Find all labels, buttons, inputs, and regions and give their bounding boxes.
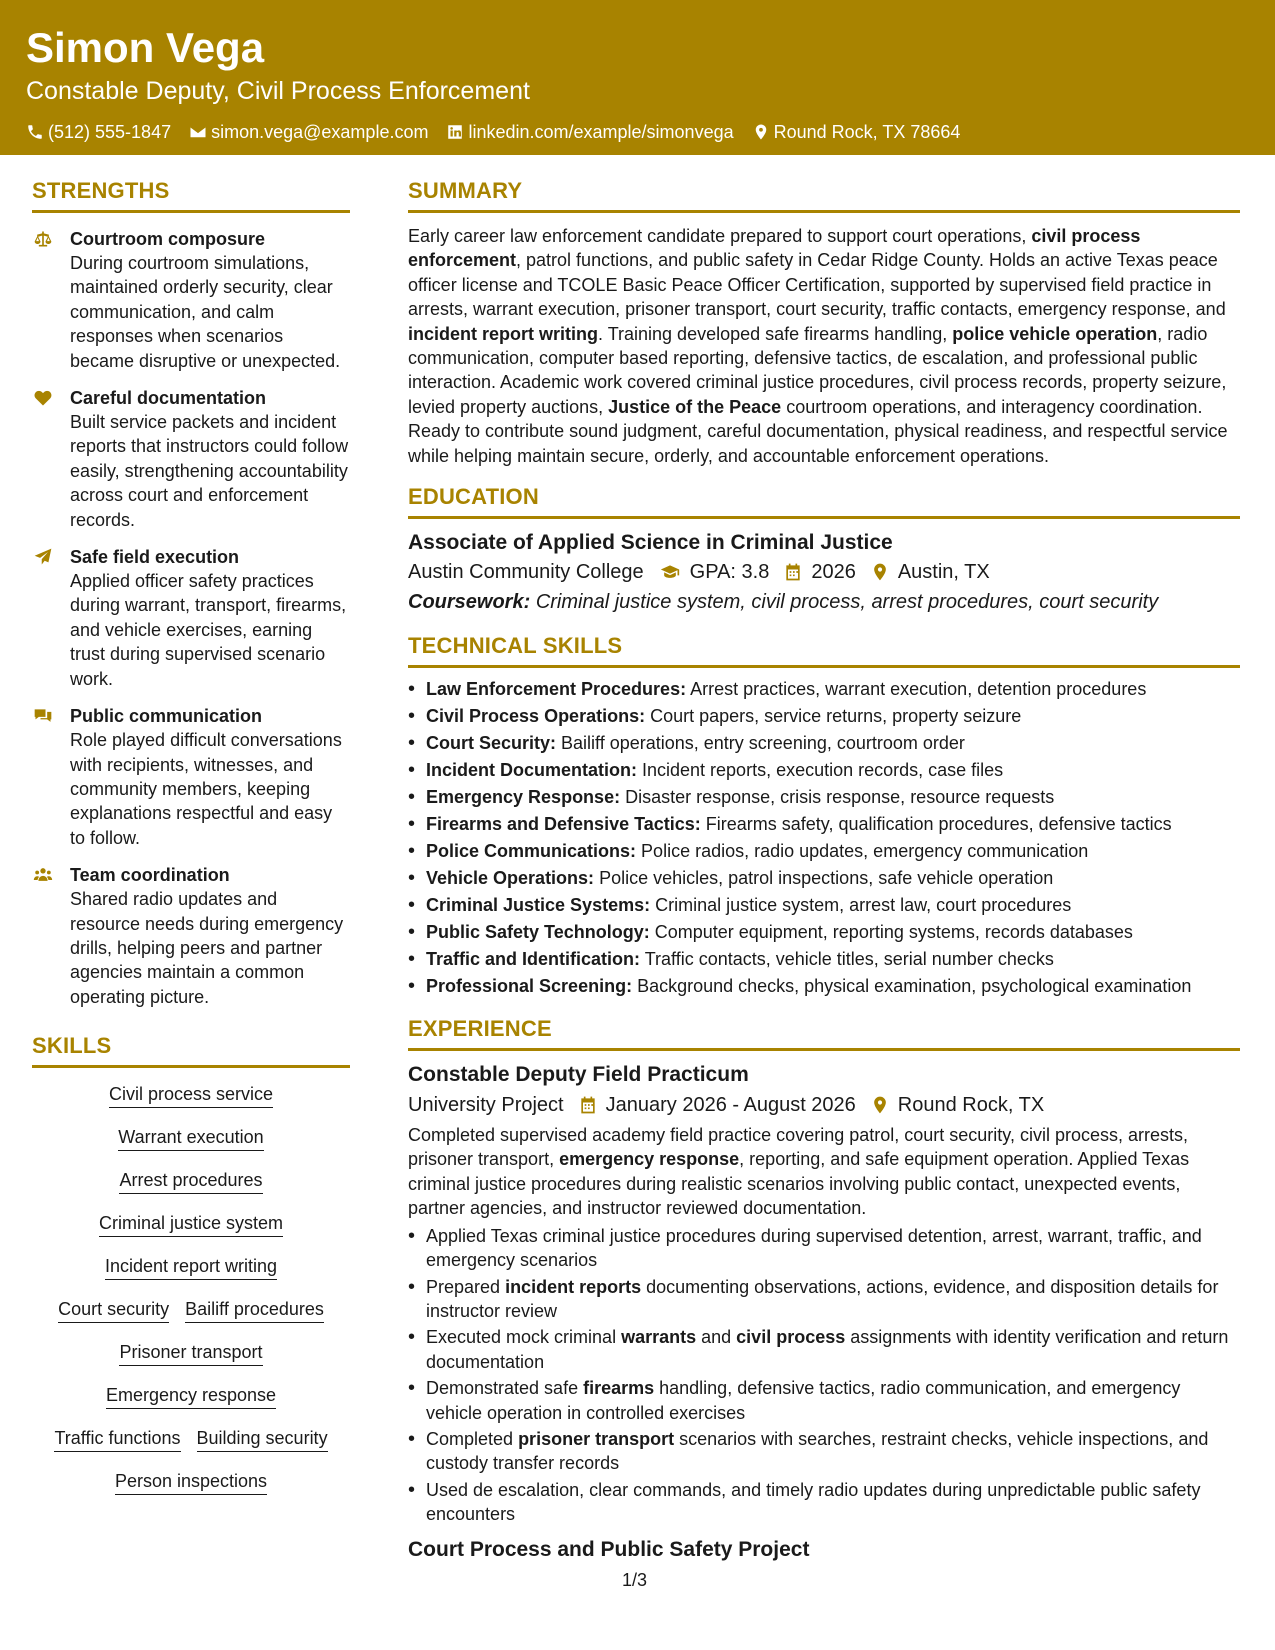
- envelope-icon: [189, 123, 207, 141]
- contact-linkedin[interactable]: [446, 120, 733, 144]
- technical-skill-item: [408, 676, 1240, 703]
- strength-title: Public communication: [70, 706, 263, 727]
- technical-skill-item: [408, 757, 1240, 784]
- text-run: Completed supervised academy field practice covering patrol, court security, civil process, arrests, prisoner transport,: [408, 1125, 1188, 1170]
- section-divider: [408, 210, 1240, 213]
- next-job-title: Court Process and Public Safety Project: [408, 1537, 810, 1561]
- skill-tag: Arrest procedures: [119, 1168, 262, 1194]
- technical-skill-item: [408, 973, 1240, 1000]
- technical-skill-value: Arrest practices, warrant execution, detention procedures: [686, 679, 1147, 700]
- strength-description: Built service packets and incident reports that instructors could follow easily, strengthening accountability across court and enforcement records.: [70, 412, 349, 530]
- page-number: 1/3: [622, 1570, 648, 1590]
- strength-icon-wrap: [32, 386, 70, 532]
- job-meta: [408, 1090, 1240, 1120]
- skill-tag: Incident report writing: [105, 1254, 277, 1280]
- skill-tag: Person inspections: [115, 1469, 267, 1495]
- text-run: handling, defensive tactics, radio communication, and emergency vehicle operation in controlled exercises: [426, 1378, 1181, 1423]
- map-marker-icon: [870, 562, 890, 582]
- strength-body: [70, 227, 350, 373]
- technical-skill-value: Firearms safety, qualification procedures, defensive tactics: [700, 814, 1172, 835]
- education-location: Austin, TX: [897, 561, 990, 584]
- right-column: [408, 176, 1240, 1565]
- experience-bullet: [408, 1478, 1240, 1527]
- experience-bullet: [408, 1275, 1240, 1324]
- technical-skill-label: Traffic and Identification:: [426, 949, 641, 970]
- location-text: Round Rock, TX 78664: [773, 122, 961, 142]
- section-divider: [408, 516, 1240, 519]
- heart-icon: [32, 388, 54, 408]
- text-run: and: [696, 1327, 737, 1348]
- job-title: Constable Deputy Field Practicum: [408, 1063, 749, 1087]
- paper-plane-icon: [32, 547, 54, 567]
- technical-skill-label: Public Safety Technology:: [426, 922, 650, 943]
- strength-title: Courtroom composure: [70, 229, 266, 249]
- gpa-text: GPA: 3.8: [689, 561, 770, 584]
- map-marker-icon: [752, 123, 770, 141]
- strength-item: [32, 386, 350, 532]
- strength-title: Careful documentation: [70, 388, 267, 409]
- linkedin-icon: [446, 123, 464, 141]
- strength-icon-wrap: [32, 863, 70, 1009]
- technical-skill-label: Civil Process Operations:: [426, 706, 646, 727]
- experience-bullet: [408, 1325, 1240, 1374]
- phone-icon: [26, 123, 44, 141]
- skill-tag: Civil process service: [109, 1082, 273, 1108]
- bold-text: civil process: [736, 1327, 846, 1348]
- skill-row: [115, 1469, 267, 1495]
- technical-skill-label: Vehicle Operations:: [426, 868, 595, 889]
- skill-row: [54, 1426, 327, 1452]
- technical-skill-value: Disaster response, crisis response, resource requests: [620, 787, 1055, 808]
- skill-tag: Traffic functions: [54, 1426, 180, 1452]
- strength-item: [32, 863, 350, 1009]
- technical-skill-item: [408, 838, 1240, 865]
- bold-text: warrants: [621, 1327, 697, 1348]
- skills-heading: SKILLS: [32, 1033, 112, 1059]
- graduation-year: 2026: [811, 561, 856, 584]
- technical-skill-label: Criminal Justice Systems:: [426, 895, 651, 916]
- strength-item: [32, 545, 350, 691]
- skill-tag: Warrant execution: [118, 1125, 263, 1151]
- text-run: courtroom operations, and interagency coordination. Ready to contribute sound judgment, careful documentation, physical readiness, and respectful service while helping maintain secure, orderly, and accountable enforcement operations.: [408, 396, 1228, 466]
- contact-bar: [26, 120, 1275, 144]
- candidate-title: Constable Deputy, Civil Process Enforcement: [26, 77, 530, 105]
- strength-description: Applied officer safety practices during warrant, transport, firearms, and vehicle exercises, earning trust during supervised scenario work.: [70, 571, 347, 689]
- technical-skill-item: [408, 892, 1240, 919]
- text-run: , patrol functions, and public safety in Cedar Ridge County. Holds an active Texas peace officer license and TCOLE Basic Peace Officer Certification, supported by supervised field practice in arrests, warrant execution, prisoner transport, court security, traffic contacts, emergency response, and: [408, 250, 1226, 320]
- text-run: , radio communication, computer based reporting, defensive tactics, de escalation, and professional public interaction. Academic work covered criminal justice procedures, civil process records, property seizure, levied property auctions,: [408, 323, 1227, 417]
- map-marker-icon: [870, 1095, 890, 1115]
- skill-tag: Court security: [58, 1297, 169, 1323]
- strengths-heading: STRENGTHS: [32, 178, 170, 203]
- job-location: Round Rock, TX: [897, 1094, 1045, 1117]
- skill-tag: Bailiff procedures: [185, 1297, 324, 1323]
- strengths-list: [32, 227, 350, 1009]
- technical-skills-list: [408, 676, 1240, 1000]
- calendar-icon: [783, 562, 803, 582]
- bold-text: Justice of the Peace: [608, 396, 782, 417]
- strength-description: Role played difficult conversations with recipients, witnesses, and community members, keeping explanations respectful and easy to follow.: [70, 730, 342, 848]
- education-heading: EDUCATION: [408, 484, 539, 510]
- technical-skill-item: [408, 865, 1240, 892]
- text-run: . Training developed safe firearms handling,: [598, 323, 953, 344]
- degree-title: Associate of Applied Science in Criminal Justice: [408, 531, 893, 555]
- bold-text: incident reports: [505, 1276, 642, 1297]
- skill-tag: Criminal justice system: [99, 1211, 283, 1237]
- technical-skill-item: [408, 946, 1240, 973]
- technical-skill-value: Court papers, service returns, property seizure: [645, 706, 1022, 727]
- strength-icon-wrap: [32, 227, 70, 373]
- skill-row: [58, 1297, 324, 1323]
- resume-header: [0, 0, 1275, 155]
- contact-email[interactable]: [189, 120, 428, 144]
- strength-description: Shared radio updates and resource needs during emergency drills, helping peers and partner agencies maintain a common operating picture.: [70, 889, 344, 1007]
- skill-tag: Prisoner transport: [119, 1340, 262, 1366]
- linkedin-text[interactable]: linkedin.com/example/simonvega: [468, 122, 734, 142]
- strength-description: During courtroom simulations, maintained orderly security, clear communication, and calm responses when scenarios became disruptive or unexpected.: [70, 253, 341, 371]
- phone-text: (512) 555-1847: [48, 122, 172, 142]
- section-divider: [408, 665, 1240, 668]
- skill-tag: Emergency response: [106, 1383, 276, 1409]
- job-dates: January 2026 - August 2026: [605, 1094, 856, 1117]
- experience-heading: EXPERIENCE: [408, 1016, 552, 1042]
- technical-skill-value: Background checks, physical examination, psychological examination: [632, 976, 1192, 997]
- technical-skill-item: [408, 811, 1240, 838]
- skill-row: [119, 1340, 262, 1366]
- technical-skill-value: Traffic contacts, vehicle titles, serial number checks: [640, 949, 1054, 970]
- text-run: Early career law enforcement candidate prepared to support court operations,: [408, 226, 1032, 246]
- bold-text: prisoner transport: [518, 1428, 675, 1449]
- strength-body: [70, 545, 350, 691]
- text-run: scenarios with searches, restraint checks, vehicle inspections, and custody transfer records: [426, 1428, 1209, 1474]
- technical-skill-value: Criminal justice system, arrest law, court procedures: [650, 895, 1072, 916]
- bold-text: civil process enforcement: [408, 226, 1141, 271]
- skill-row: [119, 1168, 262, 1194]
- skills-tags: [32, 1082, 350, 1495]
- contact-phone: [26, 120, 171, 144]
- technical-skill-label: Firearms and Defensive Tactics:: [426, 814, 701, 835]
- job-bullets: [408, 1224, 1240, 1527]
- technical-skill-item: [408, 703, 1240, 730]
- skill-row: [106, 1383, 276, 1409]
- calendar-icon: [578, 1095, 598, 1115]
- text-run: , reporting, and safe equipment operation. Applied Texas criminal justice procedures during realistic scenarios involving public contact, unexpected events, partner agencies, and instructor reviewed documentation.: [408, 1149, 1190, 1219]
- strength-item: [32, 227, 350, 373]
- technical-skill-value: Incident reports, execution records, case files: [637, 760, 1004, 781]
- experience-bullet: [408, 1224, 1240, 1273]
- technical-skill-label: Incident Documentation:: [426, 760, 637, 781]
- technical-skill-label: Law Enforcement Procedures:: [426, 679, 687, 700]
- email-text[interactable]: simon.vega@example.com: [211, 122, 429, 142]
- technical-skill-value: Police radios, radio updates, emergency communication: [636, 841, 1089, 862]
- strength-body: [70, 386, 350, 532]
- text-run: Used de escalation, clear commands, and timely radio updates during unpredictable public safety encounters: [426, 1479, 1201, 1525]
- strength-icon-wrap: [32, 545, 70, 691]
- text-run: Executed mock criminal: [426, 1327, 622, 1348]
- school-name: Austin Community College: [408, 561, 644, 584]
- coursework-text: Criminal justice system, civil process, arrest procedures, court security: [535, 591, 1159, 614]
- technical-skill-item: [408, 919, 1240, 946]
- users-icon: [32, 865, 54, 885]
- technical-skills-heading: TECHNICAL SKILLS: [408, 633, 623, 659]
- coursework: [408, 587, 1240, 617]
- education-meta: [408, 557, 1240, 587]
- contact-location: [752, 120, 961, 144]
- summary-heading: SUMMARY: [408, 178, 523, 203]
- text-run: Demonstrated safe: [426, 1378, 584, 1399]
- strength-body: [70, 863, 350, 1009]
- skill-row: [109, 1082, 273, 1108]
- bold-text: firearms: [583, 1378, 655, 1399]
- strength-title: Safe field execution: [70, 547, 240, 568]
- text-run: Completed: [426, 1428, 519, 1449]
- comments-icon: [32, 706, 54, 726]
- technical-skill-label: Police Communications:: [426, 841, 637, 862]
- technical-skill-label: Emergency Response:: [426, 787, 621, 808]
- candidate-name: Simon Vega: [26, 24, 265, 71]
- job-description: [408, 1123, 1240, 1221]
- left-column: [32, 176, 350, 1495]
- text-run: assignments with identity verification and return documentation: [426, 1327, 1229, 1372]
- text-run: Prepared: [426, 1276, 506, 1297]
- skill-row: [105, 1254, 277, 1280]
- text-run: documenting observations, actions, evidence, and disposition details for instructor review: [426, 1276, 1219, 1321]
- bold-text: emergency response: [559, 1149, 740, 1170]
- skill-row: [118, 1125, 263, 1151]
- technical-skill-value: Bailiff operations, entry screening, courtroom order: [556, 733, 965, 754]
- scale-icon: [32, 229, 54, 249]
- graduation-cap-icon: [658, 562, 682, 582]
- skill-tag: Building security: [197, 1426, 328, 1452]
- bold-text: police vehicle operation: [952, 323, 1158, 344]
- strength-body: [70, 704, 350, 850]
- technical-skill-label: Professional Screening:: [426, 976, 633, 997]
- section-divider: [32, 210, 350, 213]
- technical-skill-value: Computer equipment, reporting systems, records databases: [649, 922, 1133, 943]
- strength-item: [32, 704, 350, 850]
- technical-skill-label: Court Security:: [426, 733, 557, 754]
- technical-skill-value: Police vehicles, patrol inspections, safe vehicle operation: [594, 868, 1054, 889]
- bold-text: incident report writing: [408, 323, 599, 344]
- experience-bullet: [408, 1376, 1240, 1425]
- skill-row: [99, 1211, 283, 1237]
- technical-skill-item: [408, 784, 1240, 811]
- strength-icon-wrap: [32, 704, 70, 850]
- section-divider: [32, 1065, 350, 1068]
- strength-title: Team coordination: [70, 865, 230, 886]
- technical-skill-item: [408, 730, 1240, 757]
- organization: University Project: [408, 1094, 564, 1117]
- section-divider: [408, 1048, 1240, 1051]
- experience-bullet: [408, 1427, 1240, 1476]
- summary-text: [408, 224, 1240, 468]
- text-run: Applied Texas criminal justice procedures during supervised detention, arrest, warrant, traffic, and emergency scenarios: [426, 1225, 1202, 1271]
- coursework-label: Coursework:: [408, 591, 531, 614]
